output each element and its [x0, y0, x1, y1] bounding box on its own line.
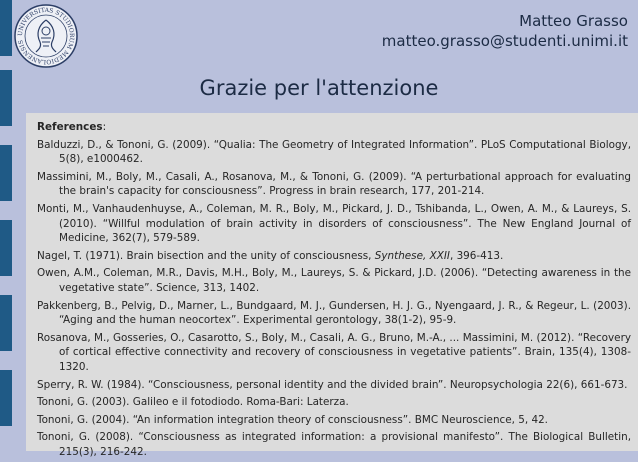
accent-bar-5 [0, 295, 12, 351]
seal-text: UNIVERSITAS STUDIORUM MEDIOLANENSIS [16, 6, 76, 66]
reference-item-3: Monti, M., Vanhaudenhuyse, A., Coleman, M. R., Boly, M., Pickard, J. D., Tshibanda, L., Owen, A. M., & Laureys, S. (2010). “Willful modulation of brain activity in disorders of consciousness”. The New England Journal of Medicine, 362(7), 579-589. [37, 202, 631, 245]
reference-item-4: Nagel, T. (1971). Brain bisection and the unity of consciousness, Synthese, XXII, 396-413. [37, 249, 504, 262]
reference-item-5: Owen, A.M., Coleman, M.R., Davis, M.H., Boly, M., Laureys, S. & Pickard, J.D. (2006). “Detecting awareness in the vegetative state”. Science, 313, 1402. [37, 267, 631, 294]
reference-item-8: Sperry, R. W. (1984). “Consciousness, personal identity and the divided brain”. Neuropsychologia 22(6), 661-673. [37, 378, 628, 391]
slide-title: Grazie per l'attenzione [199, 76, 439, 100]
reference-item-2: Massimini, M., Boly, M., Casali, A., Rosanova, M., & Tononi, G. (2009). “A perturbational approach for evaluating the brain's capacity for consciousness”. Progress in brain research, 177, 201-214. [37, 170, 631, 198]
reference-item-1: Balduzzi, D., & Tononi, G. (2009). “Qualia: The Geometry of Integrated Information”. PLoS Computational Biology, 5(8), e1000462. [37, 138, 631, 166]
reference-item-9: Tononi, G. (2003). Galileo e il fotodiodo. Roma-Bari: Laterza. [37, 396, 349, 409]
accent-bar-4 [0, 220, 12, 276]
reference-item-7: Rosanova, M., Gosseries, O., Casarotto, S., Boly, M., Casali, A. G., Bruno, M.-A., ... Massimini, M. (2012). “Recovery of cortical effective connectivity and recovery of consciousness in vegetative patients”. Brain, 135(4), 1308-1320. [37, 331, 631, 373]
references-heading-label: References [37, 121, 103, 133]
reference-item-6: Pakkenberg, B., Pelvig, D., Marner, L., Bundgaard, M. J., Gundersen, H. J. G., Nyengaard, J. R., & Regeur, L. (2003). “Aging and the human neocortex”. Experimental gerontology, 38(1-2), 95-9. [37, 299, 631, 327]
references-list [37, 120, 631, 462]
references-heading [37, 120, 631, 135]
reference-item-10: Tononi, G. (2004). “An information integration theory of consciousness”. BMC Neuroscience, 5, 42. [37, 413, 548, 426]
reference-item-11: Tononi, G. (2008). “Consciousness as integrated information: a provisional manifesto”. The Biological Bulletin, 215(3), 216-242. [37, 431, 631, 458]
accent-bar-3 [0, 145, 12, 201]
accent-bar-6 [0, 370, 12, 426]
author-email: matteo.grasso@studenti.unimi.it [381, 32, 628, 50]
accent-bar-1 [0, 0, 12, 56]
author-block [382, 11, 628, 51]
university-seal-logo [14, 4, 78, 68]
author-name: Matteo Grasso [519, 12, 628, 30]
references-heading-colon: : [102, 121, 107, 133]
